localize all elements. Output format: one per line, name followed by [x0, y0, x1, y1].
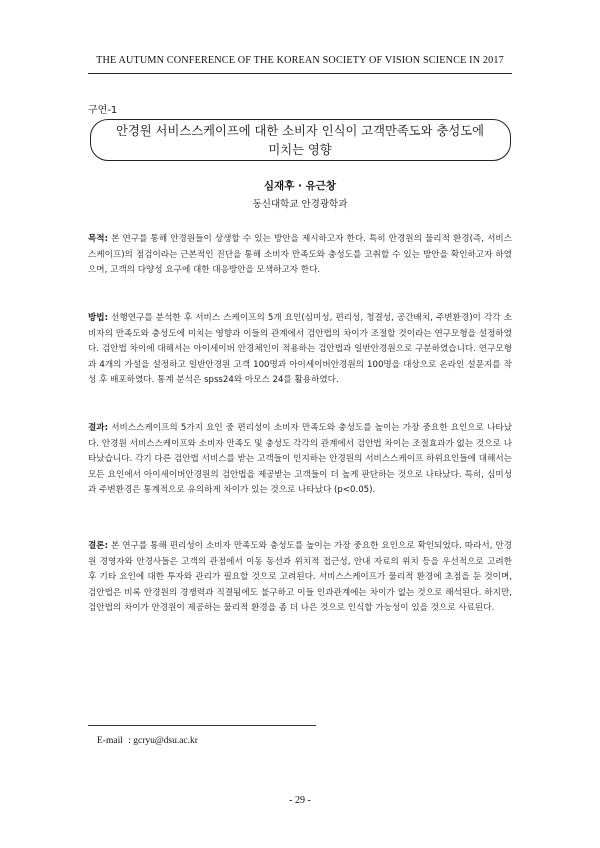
purpose-label: 목적: [88, 234, 109, 244]
conference-header: THE AUTUMN CONFERENCE OF THE KOREAN SOCIETY OF VISION SCIENCE IN 2017 [96, 55, 504, 66]
method-paragraph [88, 311, 512, 389]
footnote-email[interactable]: gcryu@dsu.ac.kr [133, 736, 198, 746]
title-line-2: 미치는 영향 [268, 143, 332, 157]
section-id: 구연-1 [88, 105, 118, 116]
result-paragraph [88, 421, 512, 499]
header-divider [88, 73, 512, 74]
conclusion-text: 본 연구를 통해 편리성이 소비자 만족도와 충성도를 높이는 가장 중요한 요인으로 확인되었다. 따라서, 안경원 경영자와 안경사들은 고객의 관점에서 이동 동선과 위치적 접근성, 안내 자료의 위치 등을 우선적으로 고려한 후 기타 요인에 대한 투자와 관리가 필요할 것으로 고려된다. 서비스스케이프가 물리적 환경에 초점을 둔 것이며, 검안법은 비록 안경원의 경쟁력과 직결됨에도 불구하고 이들 인과관계에는 차이가 없는 것으로 해석된다. 하지만, 검안법의 차이가 안경원이 제공하는 물리적 환경을 좀 더 나은 것으로 인식할 가능성이 있을 것으로 사료된다. [88, 541, 512, 614]
purpose-text: 본 연구를 통해 안경원들이 상생할 수 있는 방안을 제시하고자 한다. 특히 안경원의 물리적 환경(즉, 서비스스케이프)의 점검이라는 근본적인 진단을 통해 소비자 만족도와 충성도를 고취할 수 있는 방안을 확인하고자 하였으며, 고객의 다양성 요구에 대한 대응방안을 모색하고자 한다. [88, 234, 512, 276]
authors: 심재후 · 유근창 [263, 180, 337, 192]
footnote-divider [88, 725, 316, 726]
method-label: 방법: [88, 313, 109, 323]
footnote [97, 736, 198, 746]
method-text: 선행연구를 분석한 후 서비스 스케이프의 5개 요인(심미성, 편리성, 청결성, 공간배치, 주변환경)이 각각 소비자의 만족도와 충성도에 미치는 영향과 이들의 관계에서 검안법의 차이가 조절할 것이라는 연구모형을 설정하였다. 검안법 차이에 대해서는 아이세이버 안경체인이 적용하는 검안법과 일반안경원으로 구분하였습니다. 연구모형과 4개의 가설을 설정하고 일반안경원 고객 100명과 아이세이버안경원의 100명을 대상으로 온라인 설문지를 작성 후 배포하였다. 통계 분석은 spss24와 아모스 24를 활용하였다. [88, 313, 512, 386]
paper-title [92, 122, 508, 160]
result-label: 결과: [88, 423, 109, 433]
conclusion-paragraph [88, 539, 512, 617]
page-number: - 29 - [289, 795, 311, 806]
conclusion-label: 결론: [88, 541, 109, 551]
footnote-email-label: E-mail [97, 736, 123, 746]
title-line-1: 안경원 서비스스케이프에 대한 소비자 인식이 고객만족도와 충성도에 [116, 124, 484, 138]
footnote-separator: : [128, 736, 131, 746]
purpose-paragraph [88, 232, 512, 279]
affiliation: 동신대학교 안경광학과 [252, 199, 348, 210]
result-text: 서비스스케이프의 5가지 요인 중 편리성이 소비자 만족도와 충성도를 높이는 가장 중요한 요인으로 나타났다. 안경원 서비스스케이프와 소비자 만족도 및 충성도 각각의 관계에서 검안법 차이는 조절효과가 없는 것으로 나타났습니다. 각기 다른 검안법 서비스를 받는 고객들이 인지하는 안경원의 서비스스케이프 하위요인들에 대해서는 모든 요인에서 아이세이버안경원의 검안법을 제공받는 고객들이 더 높게 판단하는 것으로 나타났다. 특히, 심미성과 주변환경은 통계적으로 유의하게 차이가 있는 것으로 나타났다 (p<0.05). [88, 423, 512, 496]
